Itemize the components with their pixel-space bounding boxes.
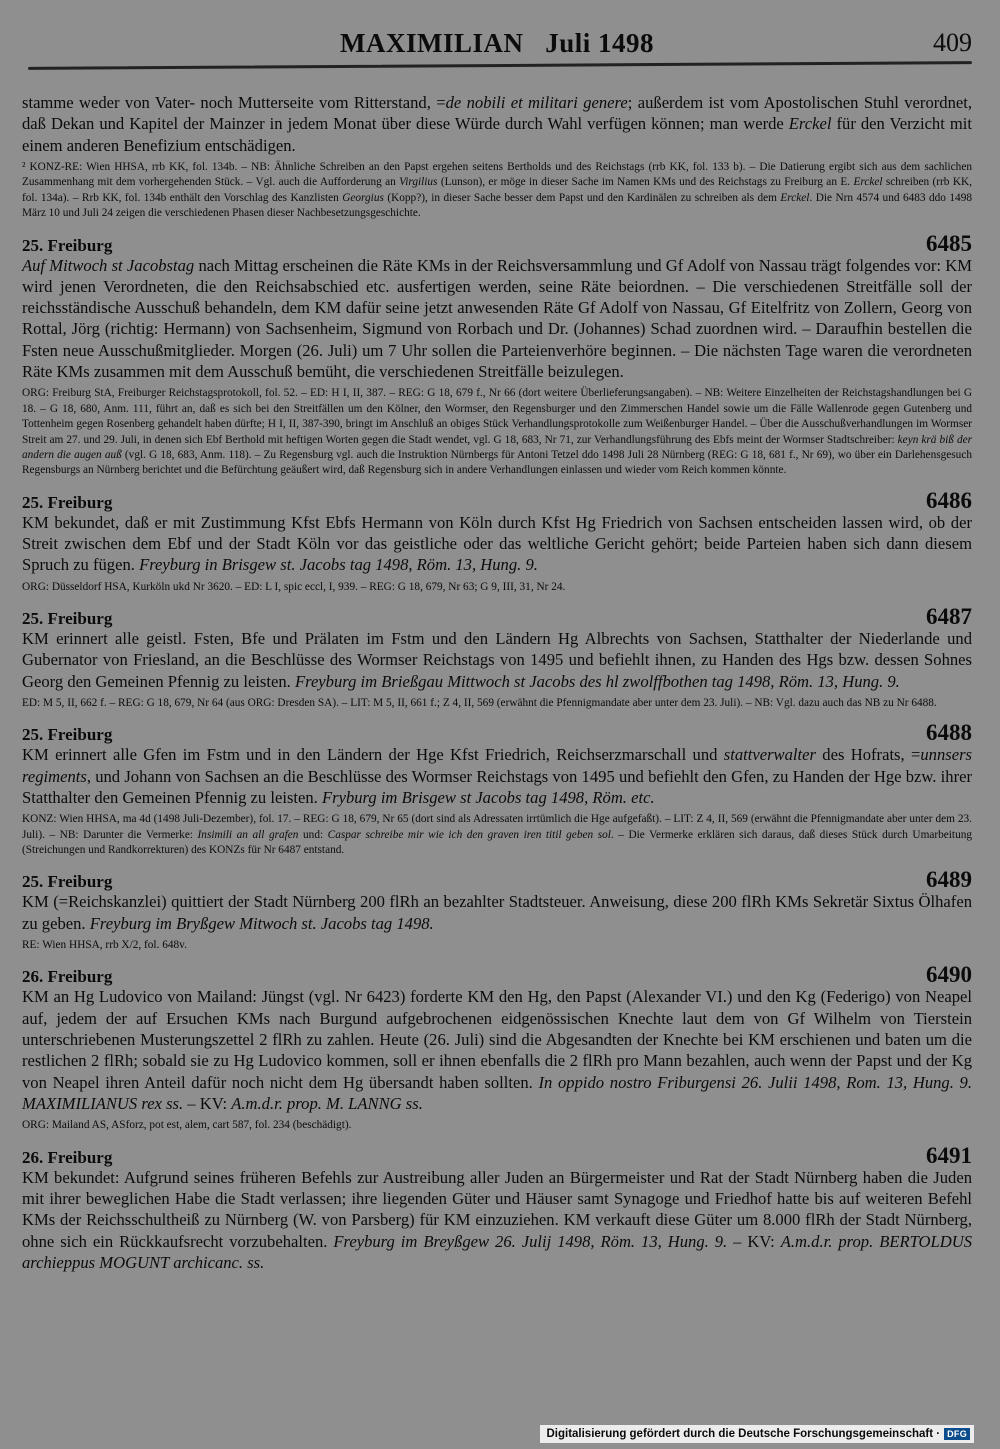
entry-heading [22,231,972,255]
entry [22,1143,972,1273]
continuation-footnote: ² KONZ-RE: Wien HHSA, rrb KK, fol. 134b. – NB: Ähnliche Schreiben an den Papst ergehen seitens Bertholds und des Reichstags (rrb KK, fol. 133 b). – Die Datierung ergibt sich aus dem sachlichen Zusammenhang mit dem vorhergehenden Stück. – Vgl. auch die Aufforderung an Virgilius (Lunson), er möge in dieser Sache im Namen KMs und des Reichstags zu Freiburg an E. Erckel schreiben (rrb KK, fol. 134a). – Rrb KK, fol. 134b enthält den Vorschlag des Kanzlisten Georgius (Kopp?), in dieser Sache besser dem Papst und den Kardinälen zu schreiben als dem Erckel. Die Nrn 4574 und 6483 ddo 1498 März 10 und Juli 24 zeigen die verschiedenen Phasen dieser Nachbesetzungsgeschichte. [22,160,972,220]
entry-date: 25. Freiburg [22,235,113,255]
entries-list [22,231,972,1274]
entry-number: 6485 [926,230,972,256]
entry-apparatus: ORG: Mailand AS, ASforz, pot est, alem, cart 587, fol. 234 (beschädigt). [22,1119,352,1132]
dfg-footer [540,1425,974,1443]
entry [22,962,972,1133]
entry [22,488,972,595]
entry [22,867,972,953]
entry-text: KM erinnert alle geistl. Fsten, Bfe und Prälaten im Fstm und den Ländern Hg Albrechts von Sachsen, Statthalter der Niederlande und Gubernator von Friesland, an die Beschlüsse des Wormser Reichstags von 1495 und befiehlt ihnen, zu Handen des Hgs bzw. dessen Sohnes Georg den Gemeinen Pfennig zu leisten. Freyburg im Brießgau Mittwoch st Jacobs des hl zwolffbothen tag 1498, Röm. 13, Hung. 9. [22,629,972,691]
dfg-logo: DFG [944,1428,970,1440]
entry [22,231,972,479]
entry [22,604,972,711]
entry-heading [22,962,972,986]
entry [22,720,972,858]
entry-heading [22,720,972,744]
entry-apparatus: ORG: Düsseldorf HSA, Kurköln ukd Nr 3620. – ED: L I, spic eccl, I, 939. – REG: G 18, 679, Nr 63; G 9, III, 31, Nr 24. [22,580,566,593]
entry-heading [22,867,972,891]
continuation-text: stamme weder von Vater- noch Mutterseite vom Ritterstand, =de nobili et militari genere; außerdem ist vom Apostolischen Stuhl verordnet, daß Dekan und Kapitel der Mainzer in jedem Monat über diese Würde durch Wahl verfügen können; man werde Erckel für den Verzicht mit einem anderen Benefizium entschädigen. [22,93,972,155]
entry-text: KM an Hg Ludovico von Mailand: Jüngst (vgl. Nr 6423) forderte KM den Hg, den Papst (Alexander VI.) und den Kg (Federigo) von Neapel auf, jedem der auf Ersuchen KMs nach Burgund aufgebrochenen eidgenössischen Knechte laut dem von Gf Wilhelm von Tierstein unterschriebenen Musterungszettel 2 flRh zu zahlen. Heute (26. Juli) sind die Abgesandten der Knechte bei KM erschienen und baten um die restlichen 2 flRh; sobald sie zu Hg Ludovico kommen, soll er ihnen ebenfalls die 2 flRh pro Mann bezahlen, auch wenn der Papst und der Kg von Neapel ihren Anteil dafür noch nicht dem Hg übersandt haben sollten. In oppido nostro Friburgensi 26. Julii 1498, Rom. 13, Hung. 9. MAXIMILIANUS rex ss. – KV: A.m.d.r. prop. M. LANNG ss. [22,987,973,1113]
entry-number: 6490 [926,962,972,988]
entry-number: 6488 [926,720,972,746]
entry-apparatus: ED: M 5, II, 662 f. – REG: G 18, 679, Nr 64 (aus ORG: Dresden SA). – LIT: M 5, II, 661 f.; Z 4, II, 569 (erwähnt die Pfennigmandate aber unter dem 23. Juli). – NB: Vgl. dazu auch das NB zu Nr 6488. [22,696,937,709]
entry-text: Auf Mitwoch st Jacobstag nach Mittag erscheinen die Räte KMs in der Reichsversammlung und Gf Adolf von Nassau trägt folgendes vor: KM wird jenen Verordneten, die den Reichsabschied etc. ausfertigen werden, seine Räte beiordnen. – Die verschiedenen Streitfälle soll der reichsständische Ausschuß behandeln, dem KM dafür seine jetzt anwesenden Räte Gf Adolf von Nassau, Gf Eitelfritz von Zollern, Georg von Rottal, Jörg (richtig: Hermann) von Sachsenheim, Sigmund von Rorbach und Dr. (Johannes) Schad zuordnen wird. – Daraufhin bestellen die Fsten neue Ausschußmitglieder. Morgen (26. Juli) um 7 Uhr sollen die Parteienverhöre beginnen. – Die nächsten Tage waren die verordneten Räte KMs zusammen mit dem Ausschuß bemüht, die verschiedenen Streitfälle beizulegen. [22,255,972,381]
entry-date: 25. Freiburg [22,609,113,629]
entry-date: 25. Freiburg [22,492,113,512]
running-head [22,28,972,64]
entry-date: 26. Freiburg [22,967,113,987]
entry-text: KM bekundet: Aufgrund seines früheren Befehls zur Austreibung aller Juden an Bürgermeister und Rat der Stadt Nürnberg haben die Juden mit ihrer beweglichen Habe die Stadt verlassen; ihre liegenden Güter und Häuser samt Synagoge und Friedhof hatte bis auf weiteren Befehl KMs der Reichsschultheiß zu Nürnberg (W. von Parsberg) für KM einzuziehen. KM verkauft diese Güter um 8.000 flRh der Stadt Nürnberg, ohne sich ein Rückkaufsrecht vorzubehalten. Freyburg im Breyßgew 26. Julij 1498, Röm. 13, Hung. 9. – KV: A.m.d.r. prop. BERTOLDUS archieppus MOGUNT archicanc. ss. [22,1167,973,1272]
entry-date: 25. Freiburg [22,872,113,892]
entry-date: 26. Freiburg [22,1147,113,1167]
entry-date: 25. Freiburg [22,725,113,745]
entry-text: KM bekundet, daß er mit Zustimmung Kfst Ebfs Hermann von Köln durch Kfst Hg Friedrich von Sachsen entscheiden lassen wird, ob der Streit zwischen dem Ebf und der Stadt Köln vor das geistliche oder das weltliche Gericht gehört; beide Parteien haben sich dann diesem Spruch zu fügen. Freyburg in Brisgew st. Jacobs tag 1498, Röm. 13, Hung. 9. [22,512,972,575]
entry-number: 6489 [926,867,972,893]
entry-apparatus: ORG: Freiburg StA, Freiburger Reichstagsprotokoll, fol. 52. – ED: H I, II, 387. – REG: G 18, 679 f., Nr 66 (dort weitere Überlieferungsangaben). – NB: Weitere Einzelheiten der Reichstagshandlungen bei G 18. – G 18, 680, Anm. 111, führt an, daß es sich bei den Streitfällen um den Kölner, den Wormser, den Regensburger und den Zimmerschen Handel sowie um die Fälle Wallenrode gegen Gutenberg und Tottenheim gegen Rosenberg gehandelt haben dürfte; H I, II, 387-390, bringt im Anschluß an obiges Stück Verhandlungsprotokolle zum Weißenburger Handel. – Über die Ausschußverhandlungen im Wormser Streit am 27. und 29. Juli, in denen sich Ebf Berthold mit heftigen Worten gegen die Stadt wendet, vgl. G 18, 683, Nr 71, zur Verhandlungsführung des Ebfs meint der Wormser Stadtschreiber: keyn krä biß der andern die augen auß (vgl. G 18, 683, Anm. 118). – Zu Regensburg vgl. auch die Instruktion Nürnbergs für Antoni Tetzel ddo 1498 Juli 28 Nürnberg (REG: G 18, 681 f., Nr 69), wo über ein Darlehensgesuch Regensburgs an Nürnberg berichtet und die Befürchtung geäußert wird, daß Regensburg sich in andere Verhandlungen einlassen und wieder vom Reich kommen könnte. [22,387,973,477]
entry-apparatus: RE: Wien HHSA, rrb X/2, fol. 648v. [22,939,187,952]
entry-number: 6491 [926,1142,972,1168]
entry-number: 6487 [926,604,972,630]
entry-number: 6486 [926,487,972,513]
continuation-block [22,92,972,222]
entry-apparatus: KONZ: Wien HHSA, ma 4d (1498 Juli-Dezember), fol. 17. – REG: G 18, 679, Nr 65 (dort sind als Adressaten irrtümlich die Hge aufgefaßt). – LIT: Z 4, II, 569 (erwähnt die Pfennigmandate aber unter dem 23. Juli). – NB: Darunter die Vermerke: Insimili an all grafen und: Caspar schreibe mir wie ich den graven iren titil geben sol. – Die Vermerke erklären sich daraus, daß dieses Stück durch Umarbeitung (Streichungen und Randkorrekturen) des KONZs für Nr 6487 entstand. [22,813,973,857]
entry-heading [22,1143,972,1167]
entry-heading [22,604,972,628]
entry-heading [22,488,972,512]
footer-text: Digitalisierung gefördert durch die Deutsche Forschungsgemeinschaft · [546,1428,941,1440]
running-title: MAXIMILIAN Juli 1498 [339,28,654,58]
page-number: 409 [933,28,972,57]
entry-text: KM erinnert alle Gfen im Fstm und in den Ländern der Hge Kfst Friedrich, Reichserzmarschall und stattverwalter des Hofrats, =unnsers regiments, und Johann von Sachsen an die Beschlüsse des Wormser Reichstags von 1495 und befiehlt den Gfen, zu Handen der Hge bzw. ihrer Statthalter den Gemeinen Pfennig zu leisten. Fryburg im Brisgew st Jacobs tag 1498, Röm. etc. [22,745,972,807]
page-content [22,92,972,1273]
entry-text: KM (=Reichskanzlei) quittiert der Stadt Nürnberg 200 flRh an bezahlter Stadtsteuer. Anweisung, diese 200 flRh KMs Sekretär Sixtus Ölhafen zu geben. Freyburg im Bryßgew Mitwoch st. Jacobs tag 1498. [22,892,972,933]
